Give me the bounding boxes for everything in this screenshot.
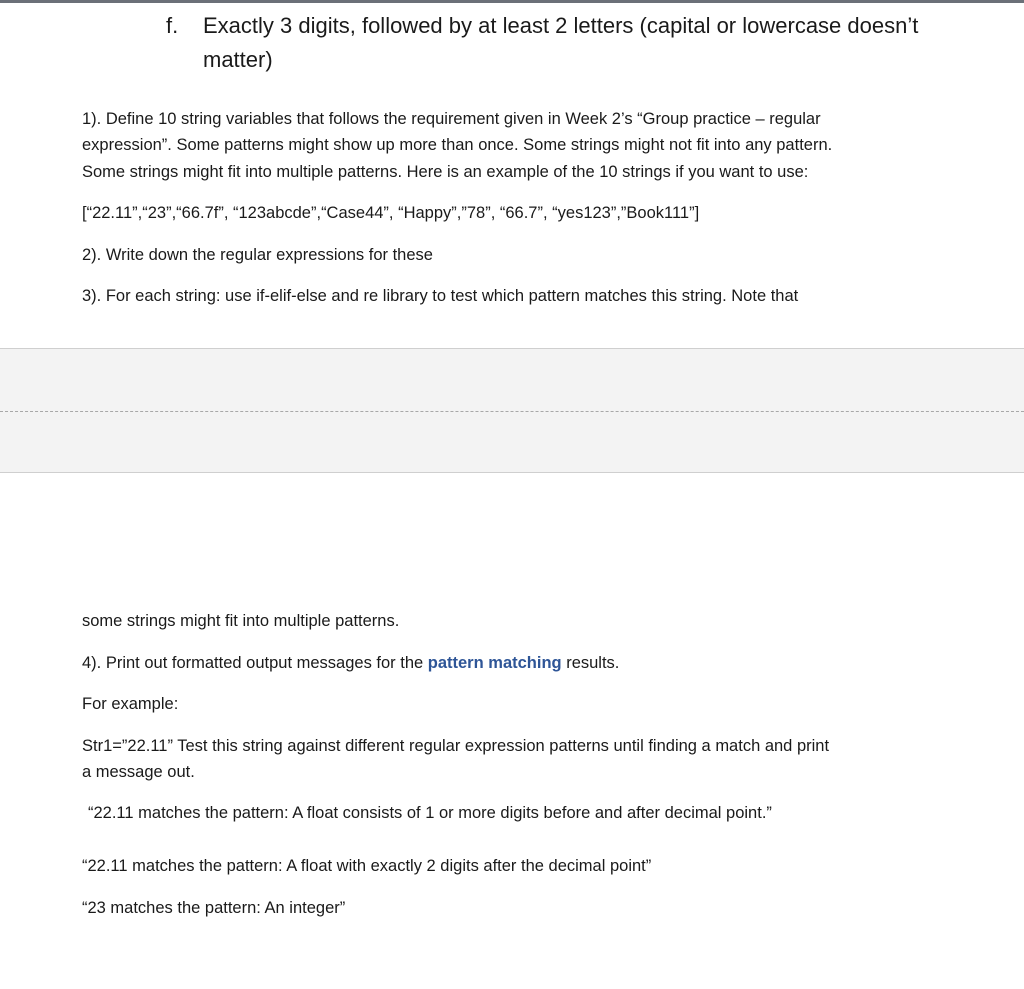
for-example-label: For example: bbox=[82, 695, 179, 713]
str1-line1: Str1=”22.11” Test this string against different regular expression patterns until finding a match and print bbox=[82, 737, 830, 755]
output-message-1: “22.11 matches the pattern: A float consists of 1 or more digits before and after decimal point.” bbox=[88, 804, 772, 822]
output-message-3: “23 matches the pattern: An integer” bbox=[82, 899, 346, 917]
list-item-f-text: Exactly 3 digits, followed by at least 2 letters (capital or lowercase doesn’t matter) bbox=[203, 13, 919, 72]
list-marker-f: f. bbox=[166, 13, 179, 38]
step3-text: 3). For each string: use if-elif-else and re library to test which pattern matches this string. Note that bbox=[82, 287, 799, 305]
step4-text bbox=[82, 650, 619, 677]
output-message-2: “22.11 matches the pattern: A float with exactly 2 digits after the decimal point” bbox=[82, 857, 652, 875]
page-break-divider bbox=[0, 411, 1024, 412]
step4-text-after: results. bbox=[561, 654, 620, 672]
step1-line3: Some strings might fit into multiple patterns. Here is an example of the 10 strings if you want to use: bbox=[82, 163, 809, 181]
step2-text: 2). Write down the regular expressions for these bbox=[82, 246, 433, 264]
page-break-gap bbox=[0, 348, 1024, 473]
str1-line2: a message out. bbox=[82, 763, 195, 781]
pattern-matching-link[interactable]: pattern matching bbox=[427, 654, 562, 672]
step3-continued: some strings might fit into multiple patterns. bbox=[82, 612, 400, 630]
step1-line2: expression”. Some patterns might show up more than once. Some strings might not fit into any pattern. bbox=[82, 136, 833, 154]
step1-line1: 1). Define 10 string variables that follows the requirement given in Week 2’s “Group practice – regular bbox=[82, 110, 821, 128]
step4-text-before: 4). Print out formatted output messages for the bbox=[82, 654, 428, 672]
example-strings-list: [“22.11”,“23”,“66.7f”, “123abcde”,“Case44”, “Happy”,”78”, “66.7”, “yes123”,”Book111”] bbox=[82, 204, 700, 222]
